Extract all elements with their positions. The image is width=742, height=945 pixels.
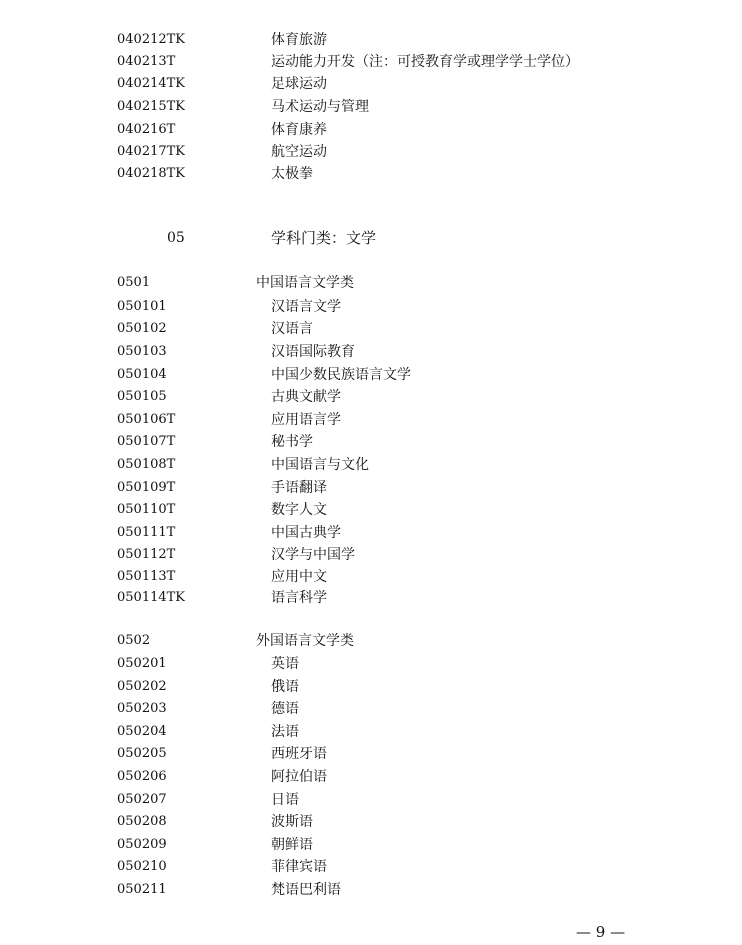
entry-code: 0502: [117, 633, 151, 648]
entry-name: 体育康养: [271, 122, 327, 138]
entry-code: 040218TK: [117, 166, 186, 181]
entry-code: 050112T: [117, 547, 176, 562]
entry-name: 外国语言文学类: [256, 633, 354, 649]
entry-code: 040213T: [117, 54, 176, 69]
entry-name: 朝鲜语: [271, 837, 313, 853]
entry-code: 050103: [117, 344, 167, 359]
entry-name: 应用语言学: [271, 412, 341, 428]
entry-name: 体育旅游: [271, 32, 327, 48]
entry-name: 秘书学: [271, 434, 313, 450]
entry-name: 中国语言文学类: [256, 275, 354, 291]
entry-name: 汉语言: [271, 321, 313, 337]
entry-code: 050211: [117, 882, 167, 897]
entry-code: 050105: [117, 389, 167, 404]
entry-name: 汉学与中国学: [271, 547, 355, 563]
entry-code: 050203: [117, 701, 167, 716]
entry-name: 英语: [271, 656, 299, 672]
entry-code: 050106T: [117, 412, 176, 427]
entry-name: 法语: [271, 724, 299, 740]
entry-code: 050201: [117, 656, 167, 671]
entry-name: 菲律宾语: [271, 859, 327, 875]
entry-code: 050202: [117, 679, 167, 694]
entry-code: 050104: [117, 367, 167, 382]
entry-name: 梵语巴利语: [271, 882, 341, 898]
entry-name: 汉语言文学: [271, 299, 341, 315]
entry-code: 050101: [117, 299, 167, 314]
entry-code: 040217TK: [117, 144, 186, 159]
entry-name: 德语: [271, 701, 299, 717]
entry-code: 050210: [117, 859, 167, 874]
entry-code: 050110T: [117, 502, 176, 517]
entry-code: 050204: [117, 724, 167, 739]
entry-name: 足球运动: [271, 76, 327, 92]
entry-code: 050113T: [117, 569, 176, 584]
entry-name: 手语翻译: [271, 480, 327, 496]
entry-name: 太极拳: [271, 166, 313, 182]
entry-code: 050102: [117, 321, 167, 336]
entry-code: 05: [167, 230, 185, 246]
entry-code: 050205: [117, 746, 167, 761]
entry-name: 应用中文: [271, 569, 327, 585]
entry-code: 050208: [117, 814, 167, 829]
entry-name: 中国语言与文化: [271, 457, 369, 473]
entry-code: 050114TK: [117, 590, 186, 605]
page-number: — 9 —: [576, 923, 626, 941]
entry-code: 040214TK: [117, 76, 186, 91]
entry-name: 俄语: [271, 679, 299, 695]
entry-code: 040212TK: [117, 32, 186, 47]
entry-name: 数字人文: [271, 502, 327, 518]
entry-code: 050109T: [117, 480, 176, 495]
entry-name: 马术运动与管理: [271, 99, 369, 115]
entry-code: 050108T: [117, 457, 176, 472]
entry-name: 阿拉伯语: [271, 769, 327, 785]
entry-code: 0501: [117, 275, 151, 290]
entry-name: 日语: [271, 792, 299, 808]
entry-code: 050207: [117, 792, 167, 807]
entry-name: 学科门类：文学: [271, 229, 377, 247]
entry-name: 运动能力开发（注：可授教育学或理学学士学位）: [271, 54, 579, 70]
entry-name: 古典文献学: [271, 389, 341, 405]
entry-name: 汉语国际教育: [271, 344, 355, 360]
entry-code: 050111T: [117, 525, 176, 540]
entry-code: 050206: [117, 769, 167, 784]
entry-name: 中国少数民族语言文学: [271, 367, 411, 383]
entry-name: 西班牙语: [271, 746, 327, 762]
entry-name: 波斯语: [271, 814, 313, 830]
entry-code: 050209: [117, 837, 167, 852]
entry-name: 语言科学: [271, 590, 327, 606]
entry-code: 040215TK: [117, 99, 186, 114]
entry-code: 040216T: [117, 122, 176, 137]
entry-code: 050107T: [117, 434, 176, 449]
entry-name: 航空运动: [271, 144, 327, 160]
entry-name: 中国古典学: [271, 525, 341, 541]
